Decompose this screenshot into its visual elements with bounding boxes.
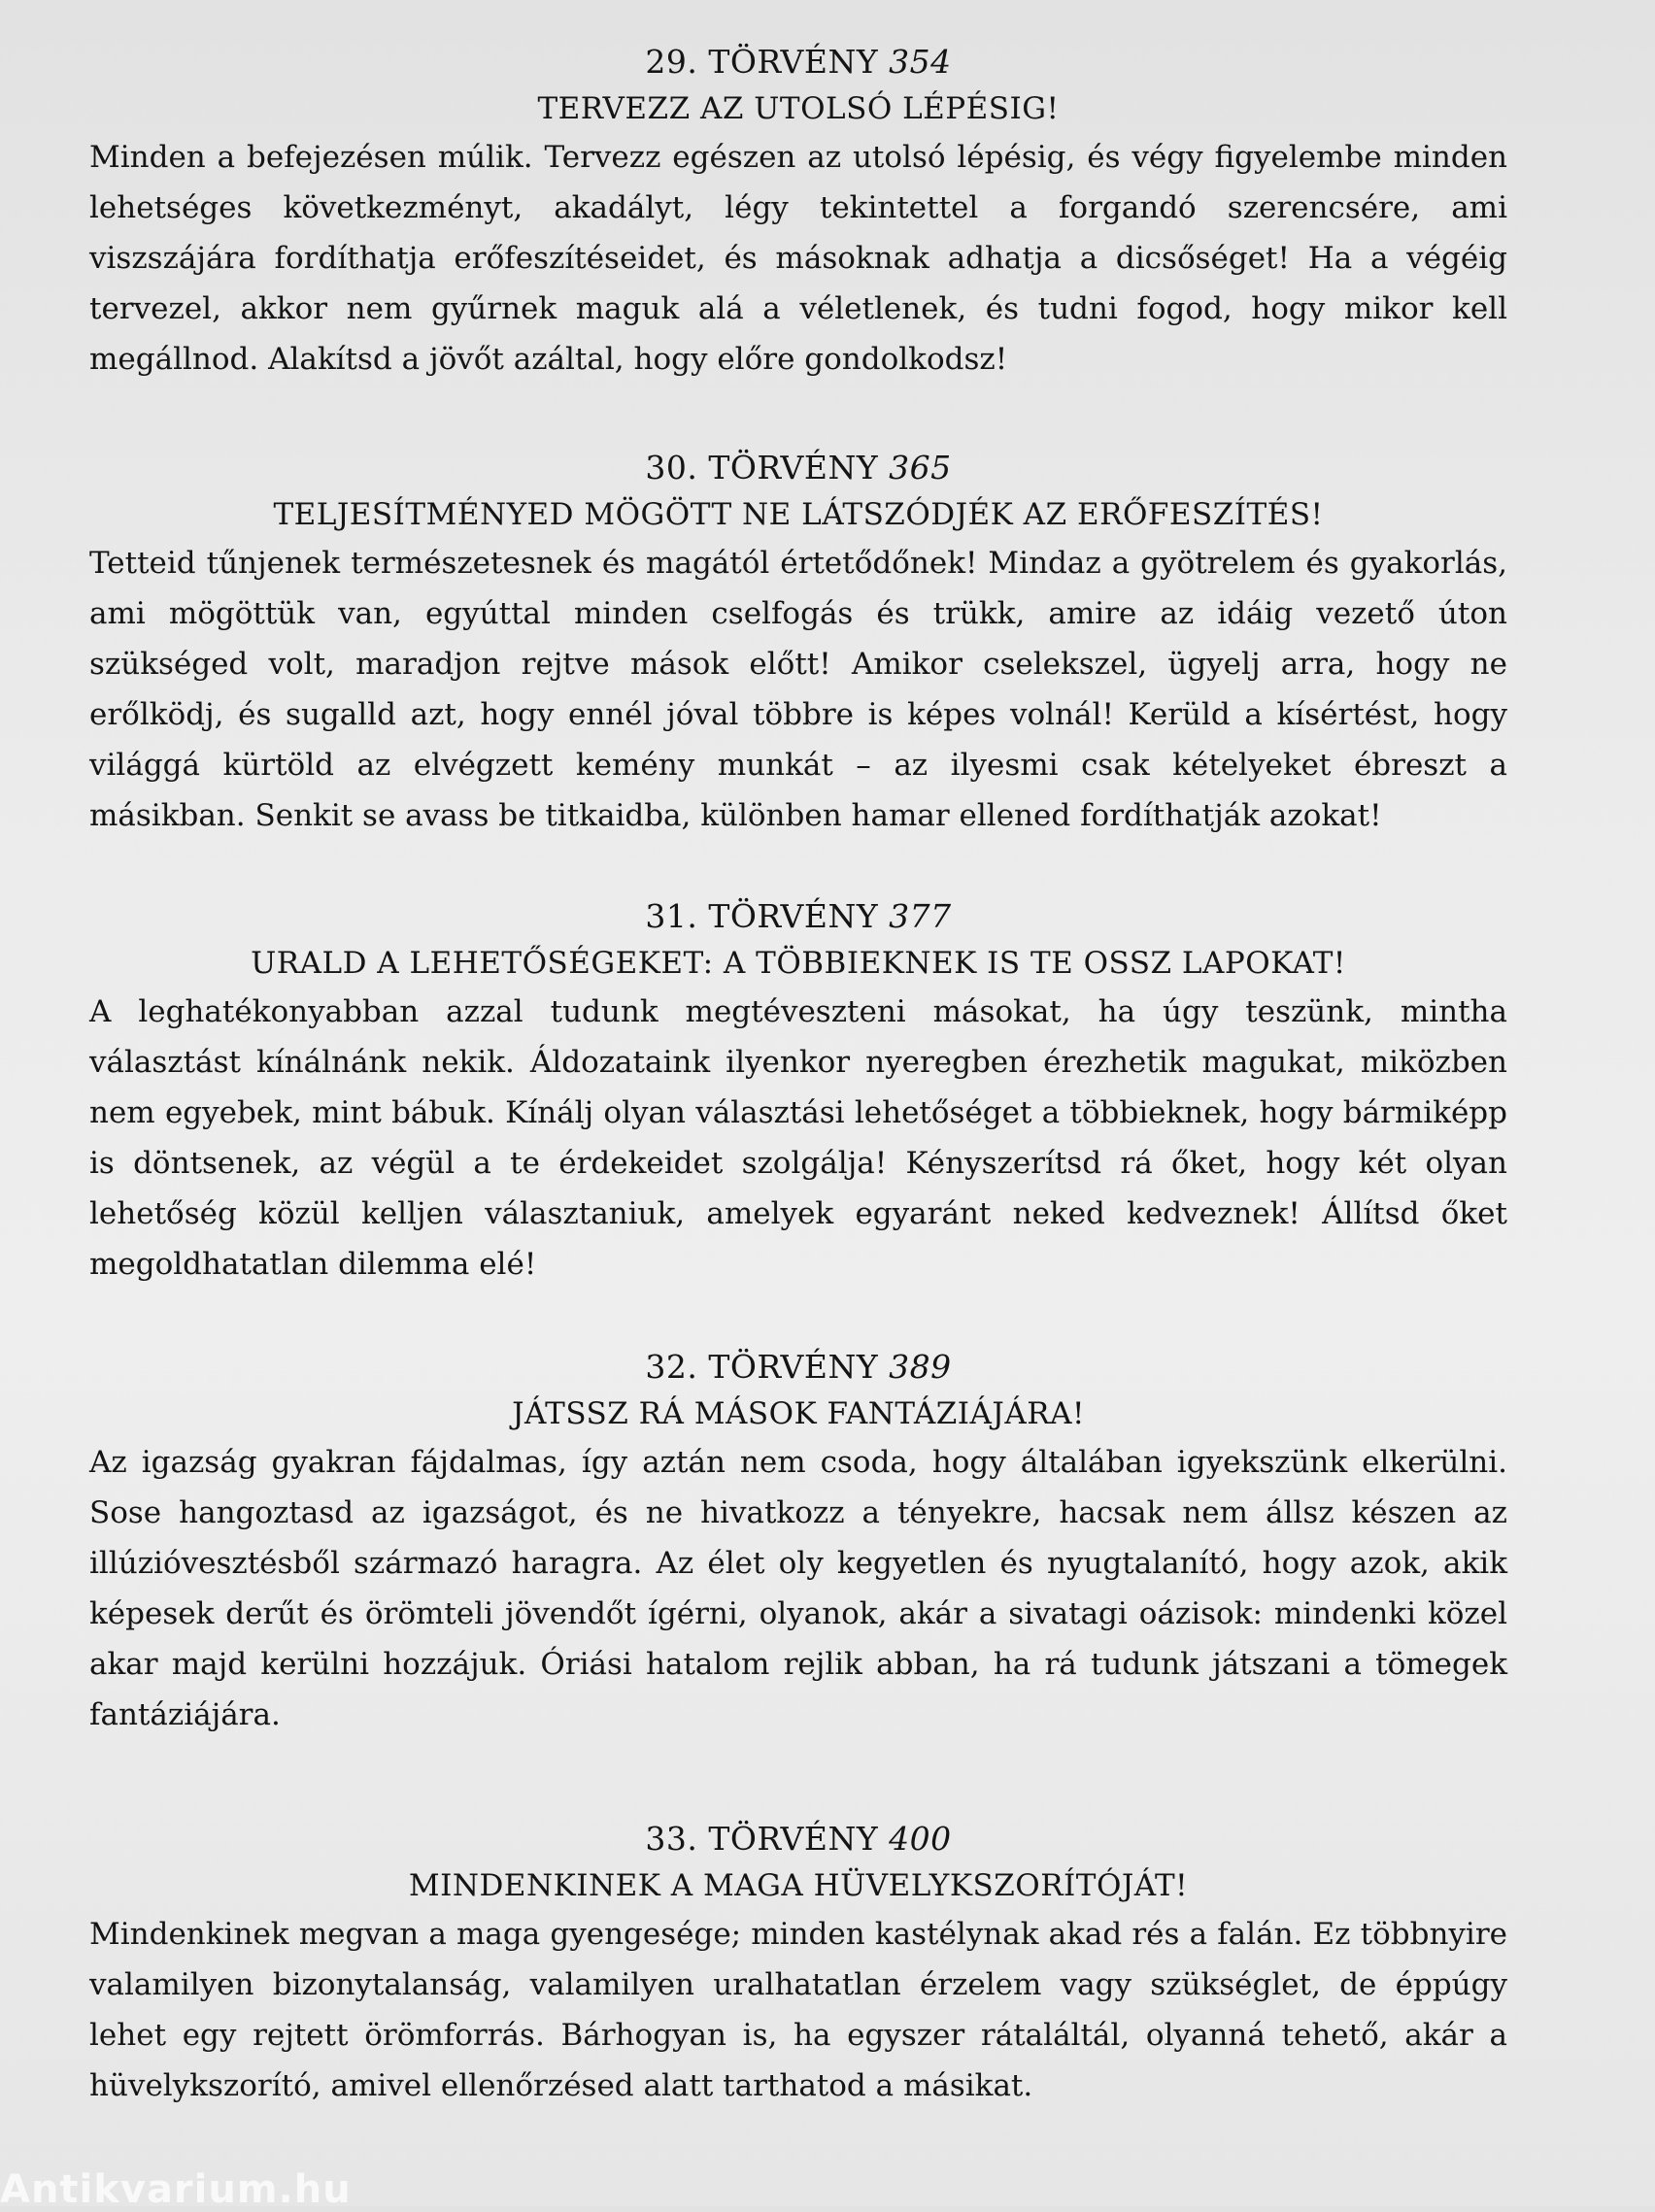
law-summary: A leghatékonyabban azzal tudunk megtéveszteni másokat, ha úgy teszünk, mintha választást kínálnánk nekik. Áldozataink ilyenkor nyeregben érezhetik magukat, miközben nem egyebek, mint bábuk. Kínálj olyan választási lehetőséget a többieknek, hogy bármiképp is döntsenek, az végül a te érdekeidet szolgálja! Kényszerítsd rá őket, hogy két olyan lehetőség közül kelljen választaniuk, amelyek egyaránt neked kedveznek! Állítsd őket megoldhatatlan dilemma elé!: [89, 994, 1507, 1282]
law-number: 29. TÖRVÉNY 354: [645, 43, 952, 81]
law-title: MINDENKINEK A MAGA HÜVELYKSZORÍTÓJÁT!: [408, 1868, 1189, 1903]
law-number: 33. TÖRVÉNY 400: [645, 1820, 952, 1858]
law-number: 31. TÖRVÉNY 377: [645, 897, 952, 935]
law-number: 30. TÖRVÉNY 365: [645, 449, 952, 486]
law-title: TELJESÍTMÉNYED MÖGÖTT NE LÁTSZÓDJÉK AZ ERŐFESZÍTÉS!: [273, 497, 1324, 532]
watermark: Antikvarium.hu: [0, 2167, 352, 2212]
law-summary: Az igazság gyakran fájdalmas, így aztán nem csoda, hogy általában igyekszünk elkerülni. Sose hangoztasd az igazságot, és ne hivatkozz a tényekre, hacsak nem állsz készen az illúzióvesztésből származó haragra. Az élet oly kegyetlen és nyugtalanító, hogy azok, akik képesek derűt és örömteli jövendőt ígérni, olyanok, akár a sivatagi oázisok: mindenki közel akar majd kerülni hozzájuk. Óriási hatalom rejlik abban, ha rá tudunk játszani a tömegek fantáziájára.: [89, 1445, 1507, 1732]
page-reference: 377: [889, 897, 952, 935]
law-32: [89, 1344, 1507, 1740]
law-summary: Minden a befejezésen múlik. Tervezz egészen az utolsó lépésig, és végy figyelembe minden lehetséges következményt, akadályt, légy tekintettel a forgandó szerencsére, ami viszszájára fordíthatja erőfeszítéseidet, és másoknak adhatja a dicsőséget! Ha a végéig tervezel, akkor nem gyűrnek maguk alá a véletlenek, és tudni fogod, hogy mikor kell megállnod. Alakítsd a jövőt azáltal, hogy előre gondolkodsz!: [89, 140, 1507, 377]
page-reference: 389: [889, 1348, 952, 1386]
law-number: 32. TÖRVÉNY 389: [645, 1348, 952, 1386]
law-summary: Tetteid tűnjenek természetesnek és magától értetődőnek! Mindaz a gyötrelem és gyakorlás, ami mögöttük van, egyúttal minden cselfogás és trükk, amire az idáig vezető úton szükséged volt, maradjon rejtve mások előtt! Amikor cselekszel, ügyelj arra, hogy ne erőlködj, és sugalld azt, hogy ennél jóval többre is képes volnál! Kerüld a kísértést, hogy világgá kürtöld az elvégzett kemény munkát – az ilyesmi csak kételyeket ébreszt a másikban. Senkit se avass be titkaidba, különben hamar ellened fordíthatják azokat!: [89, 546, 1507, 833]
law-31: [89, 893, 1507, 1290]
law-title: TERVEZZ AZ UTOLSÓ LÉPÉSIG!: [537, 91, 1060, 126]
book-page: [89, 39, 1507, 2111]
law-summary: Mindenkinek megvan a maga gyengesége; minden kastélynak akad rés a falán. Ez többnyire valamilyen bizonytalanság, valamilyen uralhatatlan érzelem vagy szükséglet, de éppúgy lehet egy rejtett örömforrás. Bárhogyan is, ha egyszer rátaláltál, olyanná tehető, akár a hüvelykszorító, amivel ellenőrzésed alatt tarthatod a másikat.: [89, 1917, 1507, 2103]
law-30: [89, 445, 1507, 841]
law-33: [89, 1816, 1507, 2111]
page-reference: 354: [889, 43, 952, 81]
law-title: JÁTSSZ RÁ MÁSOK FANTÁZIÁJÁRA!: [512, 1396, 1085, 1431]
law-29: [89, 39, 1507, 385]
page-reference: 400: [889, 1820, 952, 1858]
law-title: URALD A LEHETŐSÉGEKET: A TÖBBIEKNEK IS TE OSSZ LAPOKAT!: [251, 946, 1346, 981]
page-reference: 365: [889, 449, 952, 486]
